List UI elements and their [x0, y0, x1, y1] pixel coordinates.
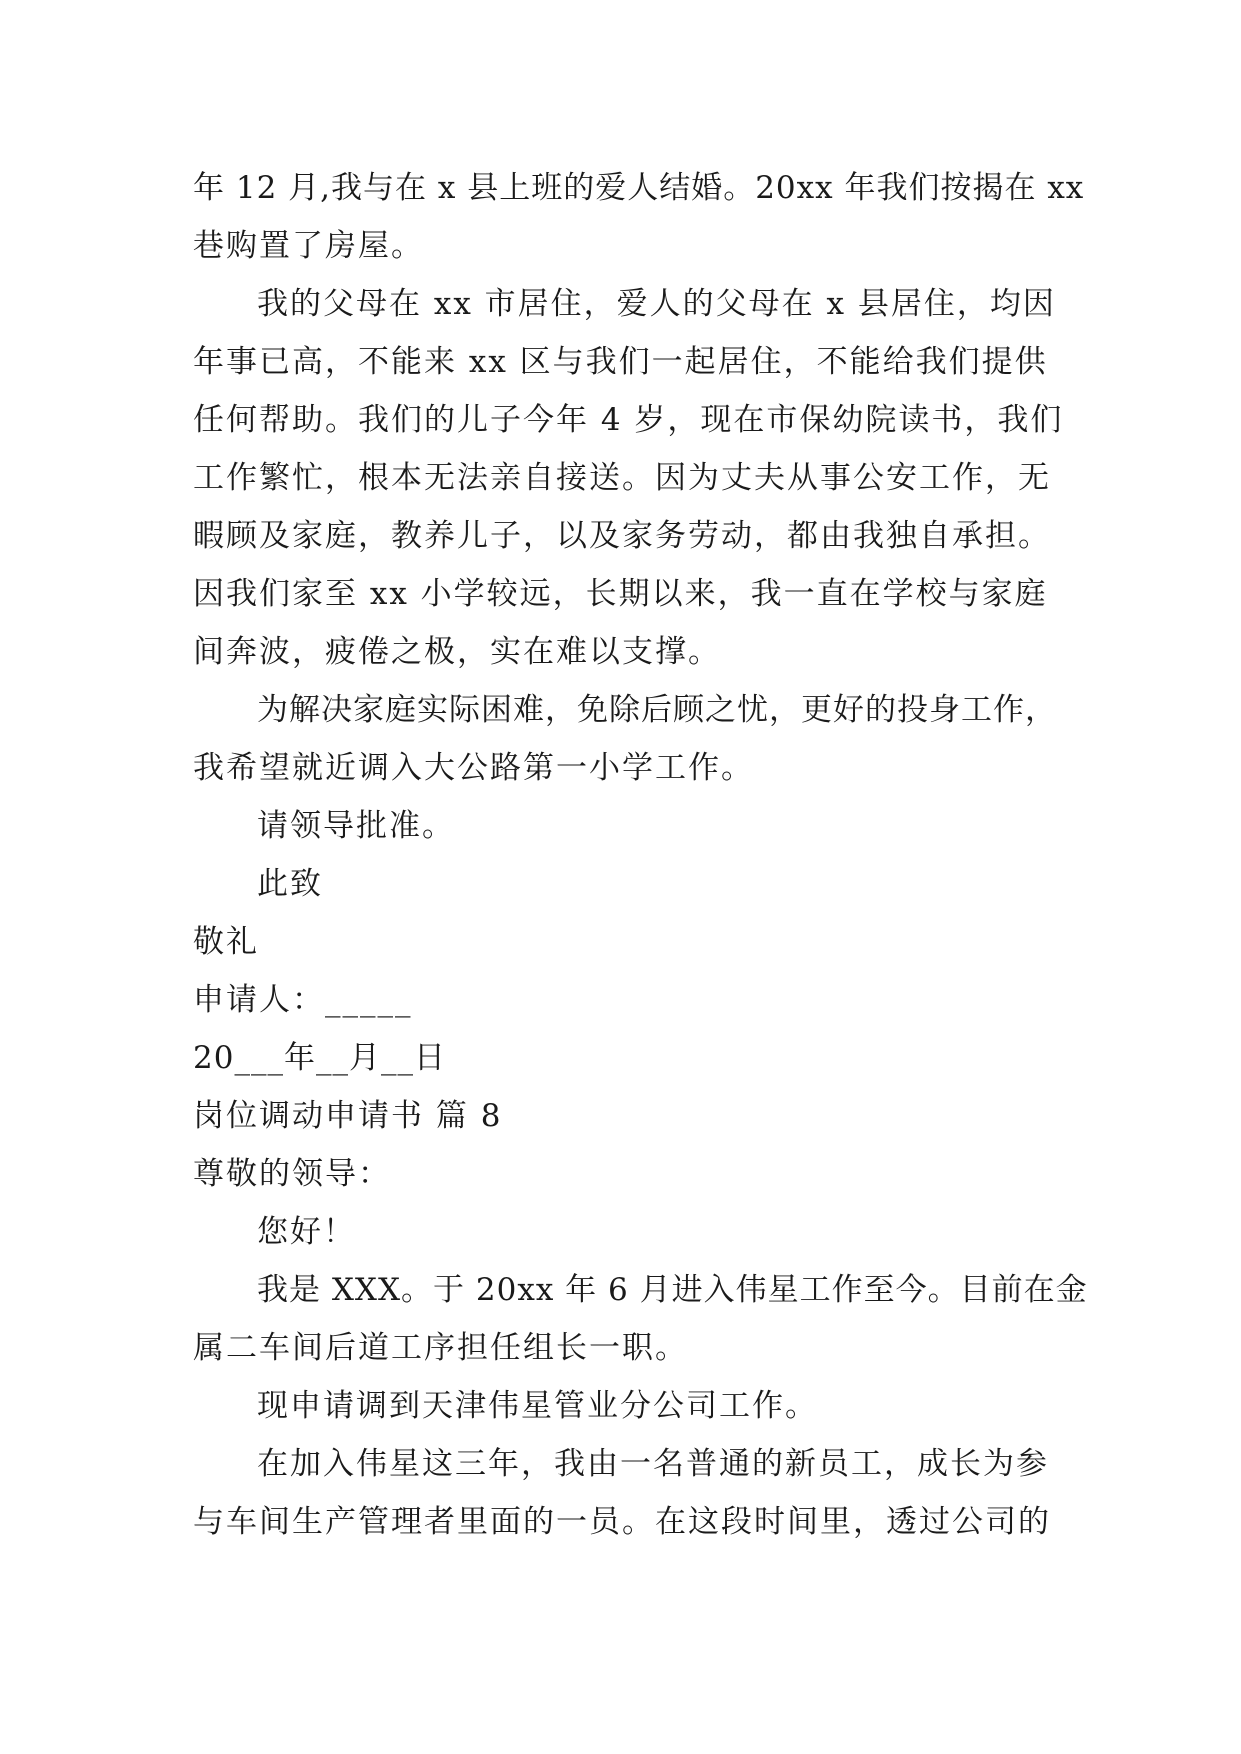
paragraph-first-line: 为解决家庭实际困难，免除后顾之忧，更好的投身工作， [257, 692, 1057, 728]
applicant-signature-line: 申请人：_____ [193, 982, 413, 1018]
text-line: 年 12 月,我与在 x 县上班的爱人结婚。20xx 年我们按揭在 xx [193, 170, 1085, 206]
paragraph-first-line: 我的父母在 xx 市居住，爱人的父母在 x 县居住，均因 [257, 286, 1056, 322]
paragraph-first-line: 在加入伟星这三年，我由一名普通的新员工，成长为参 [257, 1446, 1049, 1482]
text-line: 与车间生产管理者里面的一员。在这段时间里，透过公司的 [193, 1504, 1051, 1540]
text-line: 属二车间后道工序担任组长一职。 [193, 1330, 688, 1366]
text-line: 我希望就近调入大公路第一小学工作。 [193, 750, 754, 786]
text-line: 年事已高，不能来 xx 区与我们一起居住，不能给我们提供 [193, 344, 1048, 380]
letter-hello: 您好！ [257, 1214, 356, 1250]
text-line: 工作繁忙，根本无法亲自接送。因为丈夫从事公安工作，无 [193, 460, 1051, 496]
closing-regards: 敬礼 [193, 924, 259, 960]
paragraph-first-line: 我是 XXX。于 20xx 年 6 月进入伟星工作至今。目前在金 [257, 1272, 1088, 1308]
text-line: 巷购置了房屋。 [193, 228, 424, 264]
letter-greeting: 尊敬的领导： [193, 1156, 391, 1192]
text-line: 因我们家至 xx 小学较远，长期以来，我一直在学校与家庭 [193, 576, 1048, 612]
closing-salutation: 此致 [257, 866, 323, 902]
section-title: 岗位调动申请书 篇 8 [193, 1098, 503, 1134]
text-line: 暇顾及家庭，教养儿子，以及家务劳动，都由我独自承担。 [193, 518, 1051, 554]
date-line: 20___年__月__日 [193, 1040, 446, 1076]
request-approval-line: 请领导批准。 [257, 808, 455, 844]
text-line: 间奔波，疲倦之极，实在难以支撑。 [193, 634, 721, 670]
text-line: 任何帮助。我们的儿子今年 4 岁，现在市保幼院读书，我们 [193, 402, 1064, 438]
paragraph-first-line: 现申请调到天津伟星管业分公司工作。 [257, 1388, 818, 1424]
